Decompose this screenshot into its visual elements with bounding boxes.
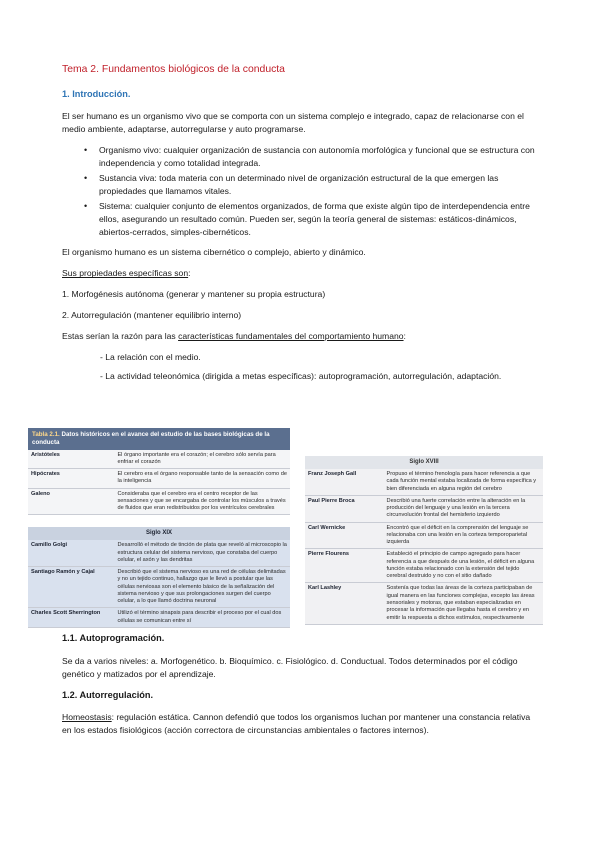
table-row: Paul Pierre Broca Describió una fuerte correlación entre la alteración en la producción del lenguaje y una lesión en la tercera circunvolución frontal del hemisferio izquierdo: [305, 495, 543, 522]
table-row: Hipócrates El cerebro era el órgano responsable tanto de la sensación como de la inteligencia: [28, 469, 290, 489]
property-item: 1. Morfogénesis autónoma (generar y mantener su propia estructura): [62, 289, 326, 300]
bullet-icon: •: [84, 200, 88, 211]
table-caption: Tabla 2.1. Datos históricos en el avance del estudio de las bases biológicas de la conducta: [28, 428, 290, 450]
feature-item: - La actividad teleonómica (dirigida a metas específicas): autoprogramación, autorregulación, adaptación.: [100, 370, 502, 381]
list-item: • Organismo vivo: cualquier organización de sustancia con autonomía morfológica y funcional que se estructura con independencia y como totalidad integrada.: [84, 145, 535, 169]
bullet-icon: •: [84, 145, 88, 156]
lower-sections: [62, 632, 542, 745]
bullet-icon: •: [84, 172, 88, 183]
autorregulacion-heading: 1.2. Autorregulación.: [62, 689, 154, 700]
autorregulacion-paragraph: Homeostasis: regulación estática. Cannon defendió que todos los organismos luchan por mantener una constancia relativa en los estados fisiológicos (acción correctora de circunstancias ambientales o factores internos).: [62, 712, 531, 736]
properties-label: Sus propiedades específicas son:: [62, 268, 191, 279]
xix-table: [28, 540, 290, 628]
definition-list: [84, 144, 538, 238]
property-item: 2. Autorregulación (mantener equilibrio interno): [62, 310, 242, 321]
summary-paragraph: El organismo humano es un sistema cibernético o complejo, abierto y dinámico.: [62, 247, 366, 258]
intro-heading: 1. Introducción.: [62, 88, 131, 99]
list-item: • Sistema: cualquier conjunto de elementos organizados, de forma que existe algún tipo de interdependencia entre ellos, asegurando un resultado común. Pueden ser, según la teoría general de sistemas: estáticos-dinámicos, abiertos-cerrados, simples-cibernéticos.: [84, 200, 530, 237]
table-row: Pierre Flourens Estableció el principio de campo agregado para hacer referencia a que después de una lesión, el déficit en alguna función estaba relacionado con la extensión del tejido cerebral destruido y no con el sitio dañado: [305, 549, 543, 583]
century-header: Siglo XVIII: [305, 456, 543, 469]
history-table-left: [28, 428, 290, 628]
intro-paragraph: El ser humano es un organismo vivo que se comporta con un sistema complejo e integrado, capaz de relacionarse con el medio ambiente, adaptarse, autorregularse y auto programarse.: [62, 111, 524, 135]
autoprogramacion-heading: 1.1. Autoprogramación.: [62, 633, 165, 643]
century-header: Siglo XIX: [28, 527, 290, 540]
table-row: Aristóteles El órgano importante era el corazón; el cerebro sólo servía para enfriar el corazón: [28, 450, 290, 469]
table-row: Charles Scott Sherrington Utilizó el término sinapsis para describir el proceso por el cual dos células se comunican entre sí: [28, 608, 290, 628]
list-item: • Sustancia viva: toda materia con un determinado nivel de organización estructural de la que emergen las propiedades que llamamos vitales.: [84, 172, 499, 196]
table-row: Santiago Ramón y Cajal Describió que el sistema nervioso es una red de células delimitadas y no un tejido continuo, hallazgo que le llevó a postular que las células nerviosas son el elemento básico de la señalización del sistema nervioso y que sus prolongaciones surgen del cuerpo celular, a lo que llamó doctrina neuronal: [28, 567, 290, 608]
table-row: Carl Wernicke Encontró que el déficit en la comprensión del lenguaje se relacionaba con una lesión en la corteza temporoparietal izquierda: [305, 522, 543, 549]
table-row: Franz Joseph Gall Propuso el término frenología para hacer referencia a que cada función mental estaba localizada de forma específica y bien diferenciada en alguna región del cerebro: [305, 469, 543, 495]
reason-paragraph: Estas serían la razón para las características fundamentales del comportamiento humano:: [62, 330, 406, 341]
ancient-table: [28, 450, 290, 516]
xviii-table: [305, 469, 543, 625]
table-row: Galeno Consideraba que el cerebro era el centro receptor de las sensaciones y que se encargaba de controlar los músculos a través de fluidos que eran redistribuidos por los ventrículos cerebrales: [28, 488, 290, 515]
table-row: Karl Lashley Sostenía que todas las áreas de la corteza participaban de igual manera en las funciones complejas, excepto las áreas sensoriales y motoras, que estaban especializadas en procesar la información que llegaba hasta el cerebro y en emitir la respuesta a dichos estímulos, respectivamente: [305, 583, 543, 624]
document-title: Tema 2. Fundamentos biológicos de la conducta: [62, 64, 285, 75]
feature-item: - La relación con el medio.: [100, 351, 201, 362]
history-table-right: [305, 456, 543, 625]
autoprogramacion-paragraph: Se da a varios niveles: a. Morfogenético. b. Bioquímico. c. Fisiológico. d. Conductual. Todos determinados por el código genético y matizados por el aprendizaje.: [62, 655, 518, 679]
table-row: Camillo Golgi Desarrolló el método de tinción de plata que reveló al microscopio la estructura celular del sistema nervioso, que constaba del cuerpo celular, el axón y las dendritas: [28, 540, 290, 566]
